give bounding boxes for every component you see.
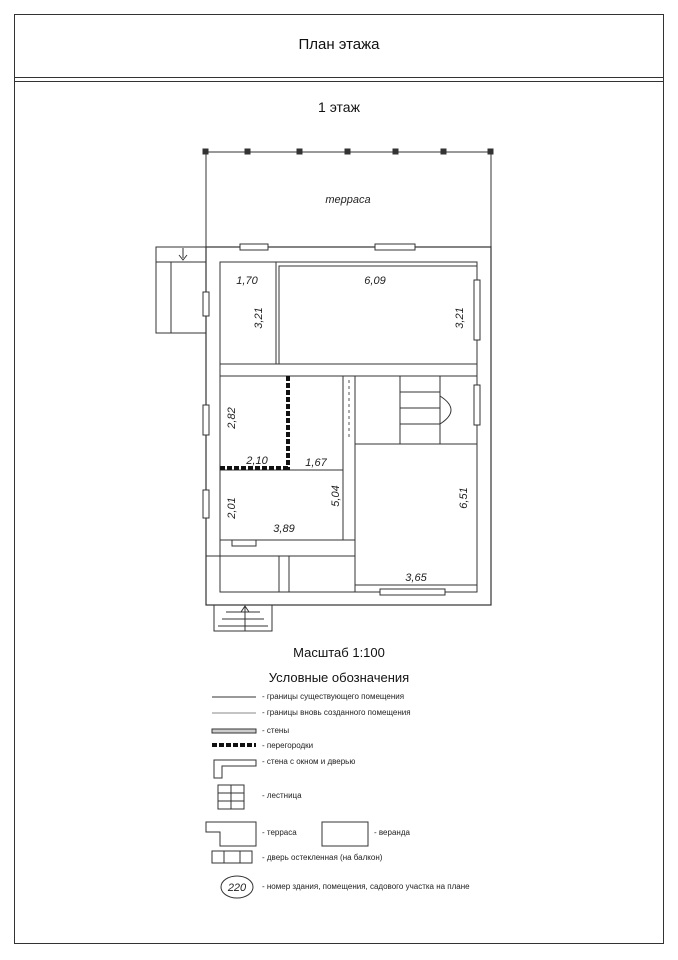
dim-top-left-height: 3,21 xyxy=(253,307,265,329)
legend-item-existing-boundary: - границы существующего помещения xyxy=(262,692,405,701)
dim-lower-left-height: 2,01 xyxy=(226,497,238,519)
legend-terrace-symbol xyxy=(206,822,256,846)
legend-item-partitions: - перегородки xyxy=(262,741,314,750)
dim-right-width: 3,65 xyxy=(405,572,427,584)
legend-item-stairs: - лестница xyxy=(262,791,302,800)
legend-title: Условные обозначения xyxy=(268,670,410,685)
scale-label: Масштаб 1:100 xyxy=(293,645,385,660)
dim-living-width: 6,09 xyxy=(364,275,386,287)
legend-veranda-symbol xyxy=(322,822,368,846)
dim-lower-left-width: 3,89 xyxy=(273,523,295,535)
legend-item-terrace: - терраса xyxy=(262,828,297,837)
legend-walls-symbol xyxy=(212,729,256,733)
dim-living-height: 3,21 xyxy=(454,307,466,329)
dim-corridor-width: 1,67 xyxy=(305,457,327,469)
terrace-label: терраса xyxy=(325,194,371,206)
legend-number-badge-text: 220 xyxy=(227,882,247,894)
legend-item-number: - номер здания, помещения, садового участка на плане xyxy=(262,882,470,891)
legend-item-walls: - стены xyxy=(262,726,290,735)
dim-corridor-height: 5,04 xyxy=(330,485,342,507)
page-title: План этажа xyxy=(298,36,380,53)
legend-wall-window-door-symbol xyxy=(214,760,256,778)
dim-mid-left-height: 2,82 xyxy=(226,407,238,429)
dim-mid-left-width: 2,10 xyxy=(246,455,268,467)
legend-item-new-boundary: - границы вновь созданного помещения xyxy=(262,708,411,717)
legend-item-glazed-door: - дверь остекленная (на балкон) xyxy=(262,853,383,862)
dim-right-height: 6,51 xyxy=(458,487,470,509)
legend-item-veranda: - веранда xyxy=(374,828,410,837)
floor-label: 1 этаж xyxy=(318,99,360,115)
legend-item-wall-window-door: - стена с окном и дверью xyxy=(262,757,356,766)
legend-glazed-door-symbol xyxy=(212,851,252,863)
dim-top-left-width: 1,70 xyxy=(236,275,258,287)
